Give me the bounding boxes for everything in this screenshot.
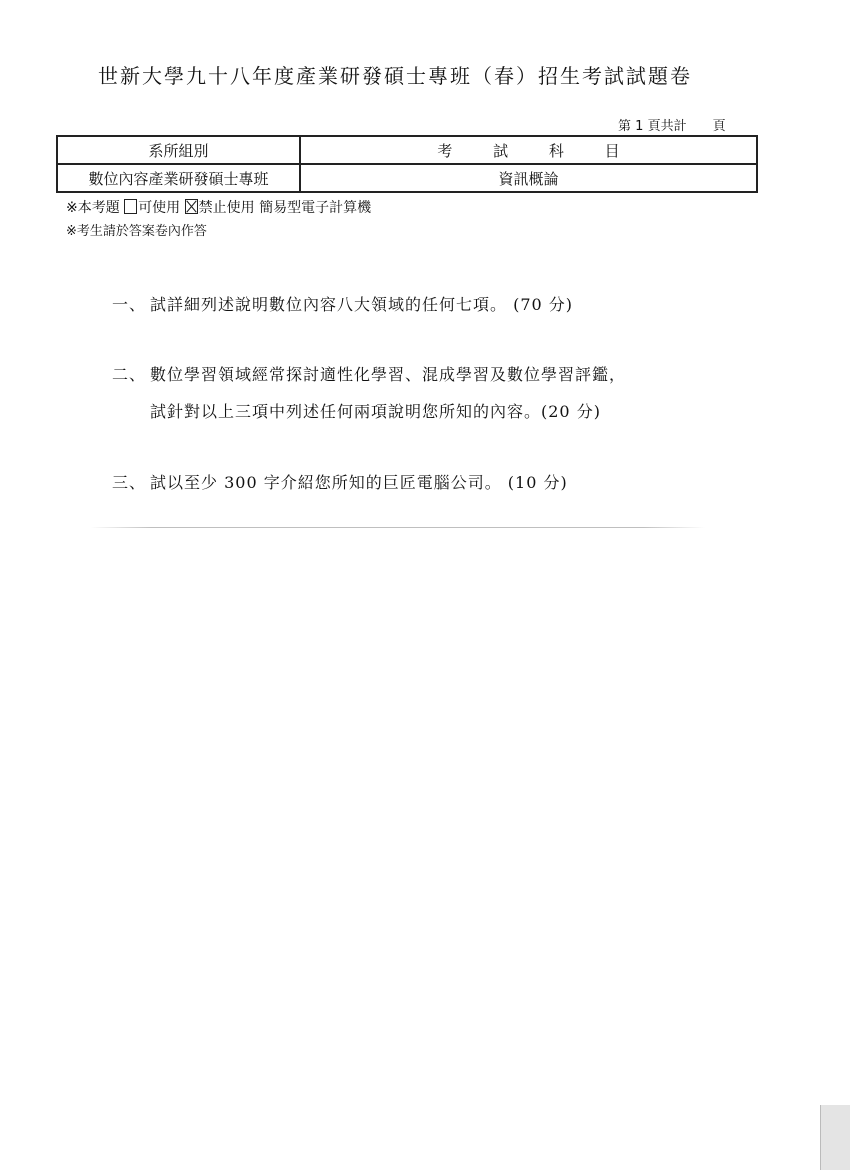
question-number: 二、: [112, 365, 147, 384]
subject-header: 考 試 科 目: [300, 136, 757, 164]
dept-header: 系所組別: [57, 136, 300, 164]
subject-value: 資訊概論: [300, 164, 757, 192]
question-text: 試詳細列述說明數位內容八大領域的任何七項。 (70 分): [150, 295, 574, 314]
page-number: 1: [635, 119, 644, 134]
answer-note: ※考生請於答案卷內作答: [66, 224, 207, 239]
calculator-note: [66, 196, 371, 220]
question-continuation: 試針對以上三項中列述任何兩項說明您所知的內容。(20 分): [150, 402, 601, 421]
allow-label: 可使用: [138, 200, 181, 216]
page-middle: 頁共計: [647, 119, 687, 134]
question-number: 一、: [112, 295, 147, 314]
scan-edge-shadow: [820, 1105, 850, 1170]
calc-suffix: 簡易型電子計算機: [259, 200, 372, 216]
page-prefix: 第: [618, 119, 632, 134]
page-counter: [618, 115, 726, 134]
exam-title: 世新大學九十八年度產業研發碩士專班（春）招生考試試題卷: [98, 64, 692, 88]
question-3: [112, 470, 568, 493]
question-number: 三、: [112, 473, 147, 492]
question-1: [112, 292, 573, 315]
question-2: [112, 362, 626, 422]
question-text: 試以至少 300 字介紹您所知的巨匠電腦公司。 (10 分): [150, 473, 568, 492]
calc-prefix: ※本考題: [66, 200, 120, 216]
question-text: 數位學習領域經常探討適性化學習、混成學習及數位學習評鑑，: [150, 365, 627, 384]
dept-value: 數位內容產業研發碩士專班: [57, 164, 300, 192]
allow-checkbox: [124, 199, 137, 214]
exam-info-table: [56, 135, 758, 193]
forbid-checkbox: [185, 199, 198, 214]
scan-rule: [90, 527, 705, 528]
exam-notes: [66, 196, 371, 244]
page-suffix: 頁: [712, 119, 726, 134]
forbid-label: 禁止使用: [198, 200, 255, 216]
